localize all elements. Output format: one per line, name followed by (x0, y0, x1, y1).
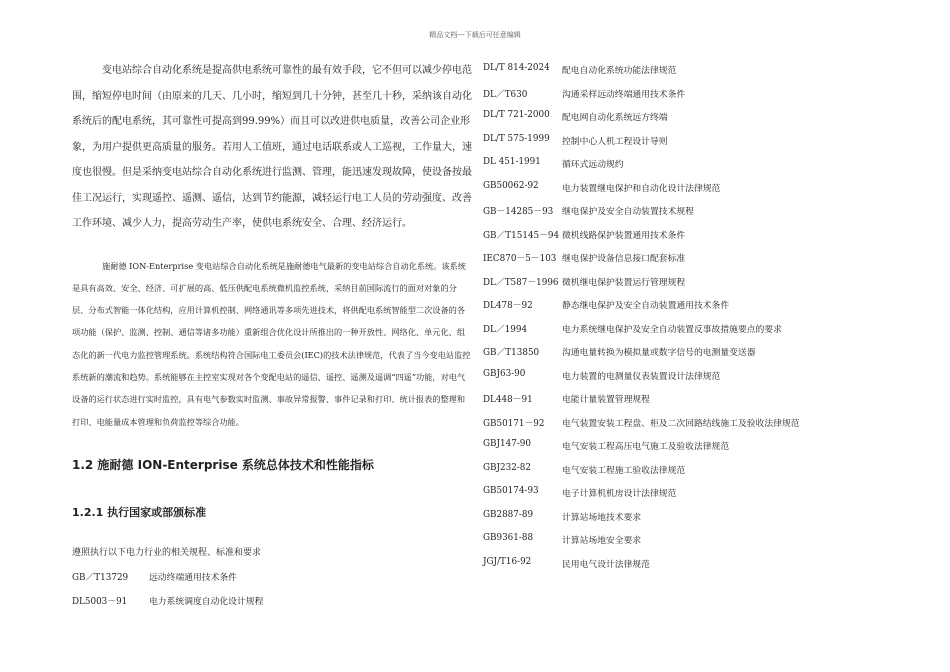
standard-code: DL 451-1991 (483, 157, 541, 167)
standard-item (483, 181, 800, 205)
standard-item (72, 594, 263, 618)
standard-code: DL／1994 (483, 324, 528, 335)
standards-intro: 遵照执行以下电力行业的相关规程、标准和要求 (72, 548, 262, 558)
standard-item (483, 228, 800, 252)
standard-item (483, 345, 800, 369)
standard-item (483, 157, 800, 181)
standard-code: IEC870－5－103 (483, 254, 557, 264)
standard-item (483, 486, 800, 510)
standard-code: GBJ63-90 (483, 368, 526, 379)
standard-name: 微机线路保护装置通用技术条件 (562, 230, 686, 241)
standard-code: DL478－92 (483, 301, 533, 311)
standard-code: GBJ147-90 (483, 439, 531, 449)
paragraph-system-description: 施耐德 ION-Enterprise 变电站综合自动化系统是施耐德电气最新的变电站综合自动化系统。该系统是具有高效、安全、经济、可扩展的高、低压供配电系统微机监控系统，采纳目前国际流行的面对对象的分层、分布式智能一体化结构，应用计算机控制、网络通讯等多项先进技术，将供配电系统智能型二次设备的各项功能（保护、监测、控制、通信等诸多功能）重新组合优化设计所推出的一种开放性、网络化、单元化、组态化的新一代电力监控管理系统。系统结构符合国际电工委员会(IEC)的技术法律规范，代表了当今变电站监控系统新的潮流和趋势。系统能够在主控室实现对各个变配电站的遥信、遥控、遥测及遥调“四遥”功能，对电气设备的运行状态进行实时监控，具有电气参数实时监测、事故异常报警、事件记录和打印、统计报表的整理和打印、电能量成本管理和负荷监控等综合功能。 (72, 260, 471, 427)
standard-name: 电力系统调度自动化设计规程 (149, 596, 264, 607)
standard-code: GBJ232-82 (483, 462, 531, 473)
standard-code: DL/T 721-2000 (483, 110, 550, 120)
standard-code: DL/T 814-2024 (483, 63, 550, 73)
standard-code: DL／T630 (483, 89, 528, 100)
right-standards-list (483, 63, 800, 580)
standard-code: GB50062-92 (483, 180, 539, 191)
standard-item (483, 369, 800, 393)
section-heading: 1.2 施耐德 ION-Enterprise 系统总体技术和性能指标 (72, 458, 374, 472)
standard-name: 电气安装工程高压电气施工及验收法律规范 (562, 442, 730, 452)
standard-code: GB／T15145－94 (483, 230, 560, 241)
standard-code: GB50174-93 (483, 486, 539, 496)
left-standards-list (72, 570, 263, 617)
standard-code: GB9361-88 (483, 533, 534, 543)
standard-name: 电能计量装置管理规程 (562, 395, 650, 405)
standard-code: GB－14285－93 (483, 207, 554, 217)
left-column (72, 58, 472, 433)
standard-name: 配电网自动化系统远方终端 (562, 113, 668, 123)
standard-name: 控制中心人机工程设计导则 (562, 136, 668, 147)
standard-name: 配电自动化系统功能法律规范 (562, 66, 677, 76)
standard-code: DL／T587－1996 (483, 277, 559, 288)
standard-name: 远动终端通用技术条件 (149, 573, 237, 583)
page-header: 精品文档---下载后可任意编辑 (429, 31, 521, 39)
standard-item (483, 533, 800, 557)
standard-item (483, 510, 800, 534)
standard-item (483, 298, 800, 322)
standard-item (483, 63, 800, 87)
standard-code: GB2887-89 (483, 509, 534, 520)
standard-item (483, 416, 800, 440)
standard-code: DL/T 575-1999 (483, 133, 550, 144)
standard-item (483, 392, 800, 416)
standard-item (483, 439, 800, 463)
standard-name: 静态继电保护及安全自动装置通用技术条件 (562, 301, 730, 311)
standard-item (483, 322, 800, 346)
standard-name: 微机继电保护装置运行管理规程 (562, 277, 686, 288)
standard-name: 继电保护设备信息接口配套标准 (562, 254, 686, 264)
subsection-heading: 1.2.1 执行国家或部颁标准 (72, 506, 207, 519)
standard-item (72, 570, 263, 594)
standard-item (483, 251, 800, 275)
standard-item (483, 204, 800, 228)
standard-name: 电气装置安装工程盘、柜及二次回路结线施工及验收法律规范 (562, 418, 800, 429)
standard-item (483, 87, 800, 111)
paragraph-intro: 变电站综合自动化系统是提高供电系统可靠性的最有效手段，它不但可以减少停电范围，缩短停电时间（由原来的几天、几小时，缩短到几十分钟，甚至几十秒，采纳该自动化系统后的配电系统，其可靠性可提高到99.99%）而且可以改进供电质量，改善公司企业形象，为用户提供更高质量的服务。若用人工值班，通过电话联系或人工巡视，工作量大，速度也很慢。但是采纳变电站综合自动化系统进行监测、管理，能迅速发现故障，使设备按最佳工况运行，实现遥控、遥测、遥信，达到节约能源，减轻运行电工人员的劳动强度、改善工作环境、减少人力，提高劳动生产率，使供电系统安全、合理、经济运行。 (72, 65, 472, 229)
standard-name: 继电保护及安全自动装置技术规程 (562, 207, 694, 217)
standard-item (483, 134, 800, 158)
standard-name: 沟通电量转换为模拟量或数字信号的电测量变送器 (562, 348, 756, 358)
standard-name: 电子计算机机房设计法律规范 (562, 489, 677, 499)
standard-code: GB／T13850 (483, 348, 540, 358)
standard-code: GB50171－92 (483, 418, 545, 429)
standard-item (483, 557, 800, 581)
standard-item (483, 463, 800, 487)
standard-name: 电力装置的电测量仪表装置设计法律规范 (562, 371, 721, 382)
standard-name: 民用电气设计法律规范 (562, 559, 650, 570)
standard-item (483, 110, 800, 134)
standard-name: 沟通采样远动终端通用技术条件 (562, 89, 686, 100)
standard-name: 电力装置继电保护和自动化设计法律规范 (562, 183, 721, 194)
standard-name: 电气安装工程施工验收法律规范 (562, 465, 686, 476)
standard-name: 循环式远动规约 (562, 160, 624, 170)
standard-code: GB／T13729 (72, 573, 129, 583)
standard-name: 计算站场地技术要求 (562, 512, 642, 523)
standard-code: JGJ/T16-92 (483, 556, 532, 567)
standard-item (483, 275, 800, 299)
standard-code: DL5003－91 (72, 596, 128, 607)
standard-name: 计算站场地安全要求 (562, 536, 642, 546)
standard-name: 电力系统继电保护及安全自动装置反事故措施要点的要求 (562, 324, 782, 335)
standard-code: DL448－91 (483, 395, 533, 405)
